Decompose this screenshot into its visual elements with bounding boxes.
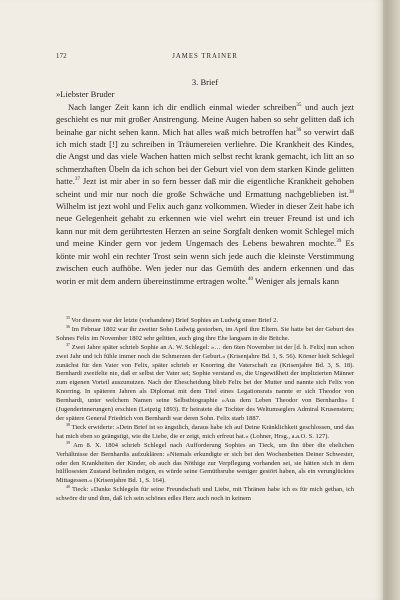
text-run: Jezt ist mir aber in so fern besser daß mir die eigentliche Krankheit gehoben scheint und mir nur noch die große Schwäche und Ermattung nachgeblieben ist.	[56, 176, 354, 199]
letter-heading: 3. Brief	[191, 77, 219, 87]
footnote	[56, 317, 354, 326]
footnote-number: 36	[66, 324, 70, 329]
footnote-text: Im Februar 1802 war ihr zweiter Sohn Ludwig gestorben, im April ihre Eltern. Sie hatte bei der Geburt des Sohnes Felix im November 1802 sehr gelitten, auch ging ihre Ehe langsam in die Brüche.	[56, 325, 354, 342]
text-run: Wilhelm ist jezt wohl und Felix auch ganz volkommen. Wieder in dieser Zeit habe ich neue Gelegenheit gehabt zu erkennen wie viel wehrt ein treuer Freund ist und ich kann nur mit dem gerührtesten Herzen an seine Sorgfalt denken womit Schlegel mich und meine Kinder gern vor jedem Ungemach des Lebens bewahren mochte.	[56, 201, 354, 249]
footnote-ref: 37	[74, 176, 81, 183]
footnote-text: Tieck erwiderte: »Dein Brief ist so ängstlich, daraus habe ich auf Deine Kränklichkeit geschlossen, und das hat mich eben so geängstigt, wie die Liebe, die er zeigt, mich erfreut hat.« (Lohner, Hrsg., a.a.O. S. 127).	[56, 423, 354, 440]
footnote	[56, 486, 354, 504]
footnote-number: 37	[66, 342, 70, 347]
footnote-number: 35	[66, 315, 70, 320]
footnote	[56, 424, 354, 442]
footnote	[56, 440, 354, 490]
text-run: so verwirt daß ich mich stadt [!] zu schreiben in Träumereien verliehre. Die Krankheit des Kindes, die Angst und das viele Wachen hatten mich selbst recht krank gemacht, ich litt an so schmerzhaften Übeln da ich schon bei der Geburt viel von dem starken Kinde gelitten hatte.	[56, 126, 355, 187]
footnote-number: 39	[66, 440, 70, 445]
footnote-ref: 39	[336, 238, 342, 245]
footnote-text: Vor diesem war der letzte (vorhandene) Brief Sophies an Ludwig unser Brief 2.	[69, 317, 278, 324]
footnote	[56, 326, 354, 344]
footnote-text: Zwei Jahre später schrieb Sophie an A. W. Schlegel: »… den 6ten November ist der [d. h. Felix] nun schon zwei Jahr und ich fühle immer noch die Schmerzen der Geburt.« (Krisenjahre Bd. 1, S. 56). Körner hielt Schlegel zunächst für den Vater von Felix, später schrieb er Knorring die Vaterschaft zu (Krisenjahre Bd. 3, S. 18). Bernhardi zweifelte nie, daß er selbst der Vater sei; Sophie verstand es, die Ungewißheit der implizierten Männer zum eigenen Vorteil auszunutzen. Nach der Ehescheidung blieb Felix bei der Mutter und nannte sich Felix von Knorring. In späteren Jahren als Diplomat mit dem Titel eines Legationsrats nannte er sich Theodor von Bernhardi, unter welchem Namen seine Selbstbiographie »Aus dem Leben Theodor von Bernhardis« I (Jugenderinnerungen) erschien (Leipzig 1893). Er heiratete die Tochter des Weltumseglers Admiral Krusenstern; der spätere General Friedrich von Bernhardi war deren Sohn. Felix starb 1887.	[56, 343, 354, 422]
footnote-number: 38	[66, 422, 70, 427]
footnote-ref: 35	[296, 101, 302, 108]
footnote-ref: 36	[296, 126, 302, 133]
letter-text	[56, 76, 354, 287]
footnote-number: 40	[66, 485, 70, 490]
footnote-ref: 38	[348, 188, 354, 195]
footnote-ref: 40	[247, 275, 254, 282]
footnote-text: Tieck: »Danke Schlegeln für seine Freundschaft und Liebe, mit Thränen habe ich es für mich gethan, ich schwöre dir und ihm, daß ich sein schönes edles Herz auch noch in keinem	[56, 486, 354, 503]
text-run: Es könte mir wohl ein rechter Trost sein wenn sich jede auch die kleinste Verstimmung zwischen euch aufhöbe. Wen jeder nur das Gemüth des andern erkennen und das worin er mit dem andern übereinstimme ertragen wolte.	[56, 238, 354, 286]
text-run: und auch jezt geschieht es nur mit großer Anstrengung. Meine Augen haben so sehr gelitten daß ich beinahe gar nicht sehen kann. Mich hat alles waß mich betroffen hat	[56, 101, 354, 137]
page-number: 172	[56, 53, 67, 60]
letter-paragraph	[56, 101, 354, 287]
footnote-text: Am 8. X. 1804 schrieb Schlegel nach Aufforderung Sophies an Tieck, um ihn über die ehelichen Verhältnisse der Bernhardis aufzuklären: »Niemals erkundigte er sich bei den Wochenbetten Deiner Schwester, oder den Krankheiten der Kinder, ob auch das Nöthige zur Verpflegung vorhanden sei, sie hätten sich in dem hülflosesten Zustand befinden mögen, es würde seine Gemüthsruhe weniger gestört haben, als ein verunglücktes Mittagessen.« (Krisenjahre Bd. 1, S. 164).	[56, 441, 354, 485]
running-head: JAMES TRAINER	[172, 53, 238, 60]
footnote	[56, 344, 354, 424]
text-run: Nach langer Zeit kann ich dir endlich einmal wieder schreiben	[68, 101, 297, 112]
text-run: Weniger als jemals kann	[253, 275, 340, 286]
salutation: »Liebster Bruder	[56, 89, 115, 100]
footnotes	[56, 317, 354, 504]
